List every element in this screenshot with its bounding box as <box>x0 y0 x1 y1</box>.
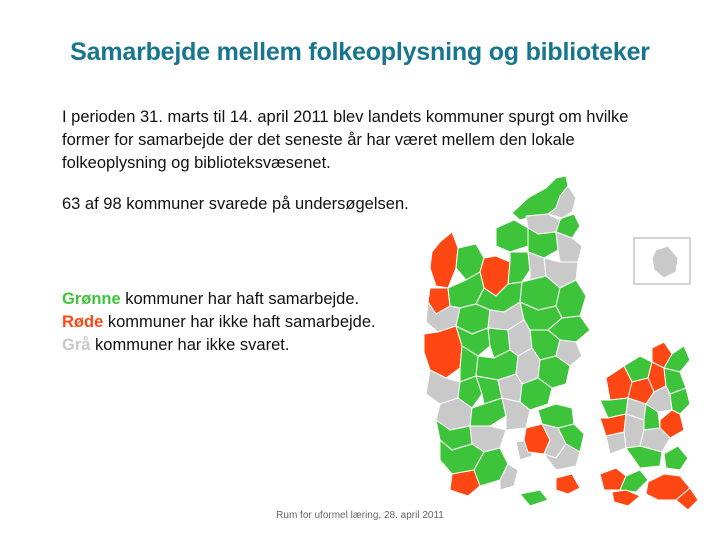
municipality-region <box>496 220 528 252</box>
municipality-region <box>556 474 580 494</box>
municipality-region <box>430 232 458 288</box>
municipality-region <box>620 470 648 492</box>
municipality-region <box>664 446 688 470</box>
zealand-region <box>600 342 698 510</box>
slide-title: Samarbejde mellem folkeoplysning og biblioteker <box>70 38 650 66</box>
answered-count-text: 63 af 98 kommuner svarede på undersøgelsen. <box>62 195 409 213</box>
legend-gray-text: kommuner har ikke svaret. <box>90 336 290 354</box>
municipality-region <box>508 252 530 284</box>
intro-paragraph: I perioden 31. marts til 14. april 2011 blev landets kommuner spurgt om hvilke former for samarbejde der det seneste år har været mellem den lokale folkeoplysning og biblioteksvæsenet. <box>62 108 629 172</box>
municipality-region <box>606 432 626 454</box>
legend-gray-key: Grå <box>62 336 91 354</box>
legend-red-text: kommuner har ikke haft samarbejde. <box>103 313 376 331</box>
municipality-region <box>520 490 548 506</box>
bornholm-inset <box>634 238 690 284</box>
legend-green-text: kommuner har haft samarbejde. <box>120 290 360 308</box>
bornholm-island <box>652 246 678 278</box>
legend-green-key: Grønne <box>62 290 121 308</box>
slide-footer: Rum for uformel læring, 28. april 2011 <box>276 510 444 521</box>
legend-red-key: Røde <box>62 313 104 331</box>
municipality-region <box>556 232 582 262</box>
